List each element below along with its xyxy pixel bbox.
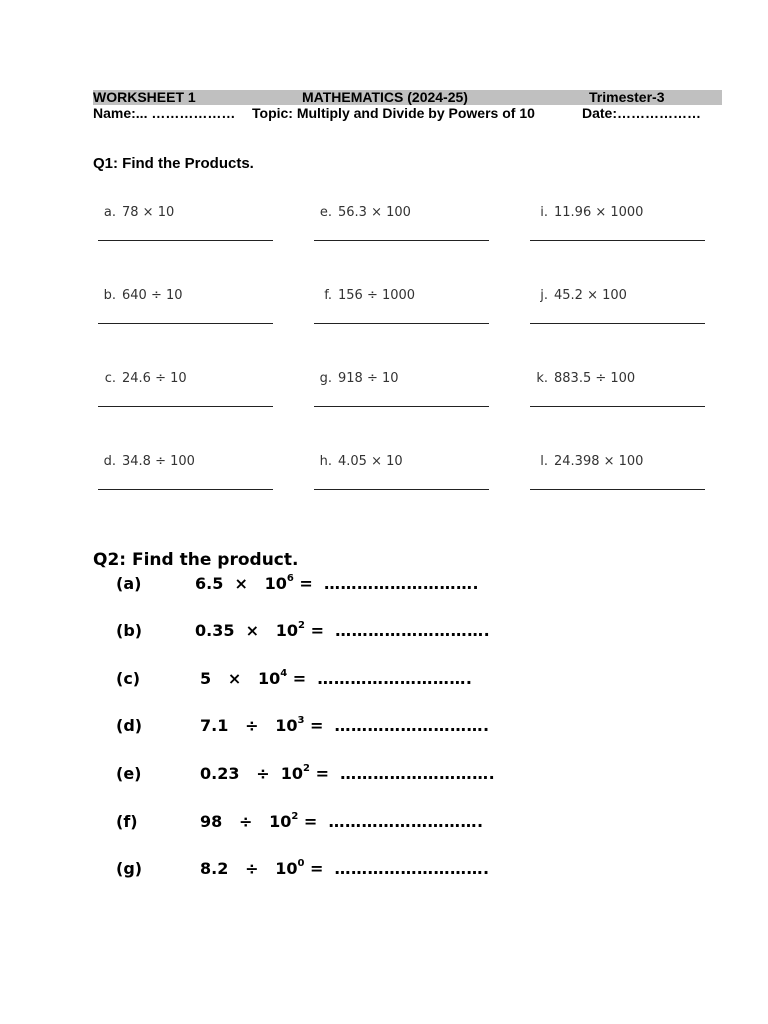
operator: ÷	[245, 859, 259, 878]
number: 7.1	[200, 716, 229, 735]
exponent: 0	[297, 857, 305, 869]
equals: =	[303, 812, 318, 831]
number: 6.5	[195, 574, 224, 593]
worksheet-label: WORKSHEET 1	[93, 89, 196, 105]
item-label: (g)	[116, 859, 143, 878]
answer-line[interactable]	[314, 323, 489, 324]
answer-blank[interactable]: ……………………….	[323, 574, 480, 593]
item-expression	[200, 812, 484, 831]
exponent: 6	[286, 572, 294, 584]
answer-line[interactable]	[314, 406, 489, 407]
problem-letter: d.	[103, 454, 116, 469]
operator: ×	[245, 621, 260, 640]
problem-expression: 918 ÷ 10	[338, 371, 399, 386]
item-label: (d)	[116, 716, 143, 735]
item-label: (c)	[116, 669, 141, 688]
base: 10	[264, 574, 287, 593]
base: 10	[257, 669, 281, 688]
topic-label: Topic: Multiply and Divide by Powers of 10	[252, 105, 535, 121]
date-field-label: Date:………………	[582, 105, 702, 121]
answer-blank[interactable]: ……………………….	[334, 716, 490, 735]
problem-f	[314, 288, 489, 338]
exponent: 2	[303, 762, 310, 774]
base: 10	[269, 812, 292, 831]
problem-j	[530, 288, 705, 338]
item-label: (a)	[116, 574, 142, 593]
problem-g	[314, 371, 489, 421]
exponent: 2	[298, 619, 305, 631]
answer-line[interactable]	[530, 406, 705, 407]
base: 10	[275, 716, 298, 735]
exponent: 2	[291, 810, 299, 822]
trimester-label: Trimester-3	[589, 89, 665, 105]
equals: =	[315, 764, 329, 783]
answer-line[interactable]	[530, 489, 705, 490]
equals: =	[310, 621, 324, 640]
number: 0.35	[195, 621, 235, 640]
problem-letter: j.	[540, 288, 548, 303]
problem-letter: c.	[104, 371, 116, 386]
equals: =	[310, 859, 324, 878]
answer-blank[interactable]: ……………………….	[334, 859, 490, 878]
operator: ×	[234, 574, 248, 593]
problem-a	[98, 205, 273, 255]
problem-expression: 4.05 × 10	[338, 454, 403, 469]
problem-letter: i.	[540, 205, 548, 220]
item-expression	[200, 764, 495, 783]
answer-blank[interactable]: ……………………….	[328, 812, 484, 831]
number: 98	[200, 812, 223, 831]
problem-e	[314, 205, 489, 255]
problem-letter: f.	[324, 288, 332, 303]
equals: =	[299, 574, 313, 593]
answer-line[interactable]	[98, 323, 273, 324]
problem-expression: 34.8 ÷ 100	[122, 454, 195, 469]
problem-c	[98, 371, 273, 421]
problem-letter: k.	[536, 371, 548, 386]
equals: =	[310, 716, 324, 735]
operator: ÷	[245, 716, 259, 735]
problem-letter: b.	[103, 288, 116, 303]
problem-l	[530, 454, 705, 504]
problem-letter: g.	[319, 371, 332, 386]
operator: ÷	[238, 812, 253, 831]
problem-expression: 24.6 ÷ 10	[122, 371, 187, 386]
answer-line[interactable]	[314, 489, 489, 490]
equals: =	[292, 669, 307, 688]
name-field-label: Name:... ………………	[93, 105, 236, 121]
base: 10	[280, 764, 304, 783]
q1-title: Q1: Find the Products.	[93, 155, 254, 172]
answer-line[interactable]	[98, 240, 273, 241]
exponent: 4	[280, 667, 288, 679]
answer-line[interactable]	[98, 489, 273, 490]
item-expression	[195, 621, 490, 640]
problem-i	[530, 205, 705, 255]
problem-expression: 11.96 × 1000	[554, 205, 644, 220]
problem-expression: 45.2 × 100	[554, 288, 627, 303]
problem-b	[98, 288, 273, 338]
problem-letter: e.	[319, 205, 332, 220]
item-label: (e)	[116, 764, 142, 783]
number: 8.2	[200, 859, 229, 878]
base: 10	[275, 859, 298, 878]
answer-line[interactable]	[98, 406, 273, 407]
item-label: (b)	[116, 621, 143, 640]
problem-expression: 640 ÷ 10	[122, 288, 183, 303]
base: 10	[275, 621, 299, 640]
problem-expression: 56.3 × 100	[338, 205, 411, 220]
problem-k	[530, 371, 705, 421]
answer-line[interactable]	[530, 323, 705, 324]
number: 0.23	[200, 764, 240, 783]
answer-blank[interactable]: ……………………….	[335, 621, 491, 640]
number: 5	[200, 669, 212, 688]
answer-line[interactable]	[530, 240, 705, 241]
problem-expression: 78 × 10	[122, 205, 175, 220]
exponent: 3	[297, 714, 305, 726]
subject-title: MATHEMATICS (2024-25)	[302, 89, 468, 105]
q2-title: Q2: Find the product.	[93, 550, 299, 570]
problem-d	[98, 454, 273, 504]
item-expression	[195, 574, 479, 593]
problem-expression: 156 ÷ 1000	[338, 288, 416, 303]
answer-blank[interactable]: ……………………….	[317, 669, 473, 688]
problem-expression: 883.5 ÷ 100	[554, 371, 636, 386]
problem-expression: 24.398 × 100	[554, 454, 644, 469]
operator: ×	[227, 669, 242, 688]
problem-letter: a.	[103, 205, 116, 220]
item-label: (f)	[116, 812, 138, 831]
item-expression	[200, 716, 490, 735]
problem-h	[314, 454, 489, 504]
item-expression	[200, 859, 490, 878]
answer-blank[interactable]: ……………………….	[340, 764, 496, 783]
answer-line[interactable]	[314, 240, 489, 241]
problem-letter: h.	[319, 454, 332, 469]
operator: ÷	[256, 764, 270, 783]
item-expression	[200, 669, 472, 688]
problem-letter: l.	[540, 454, 548, 469]
